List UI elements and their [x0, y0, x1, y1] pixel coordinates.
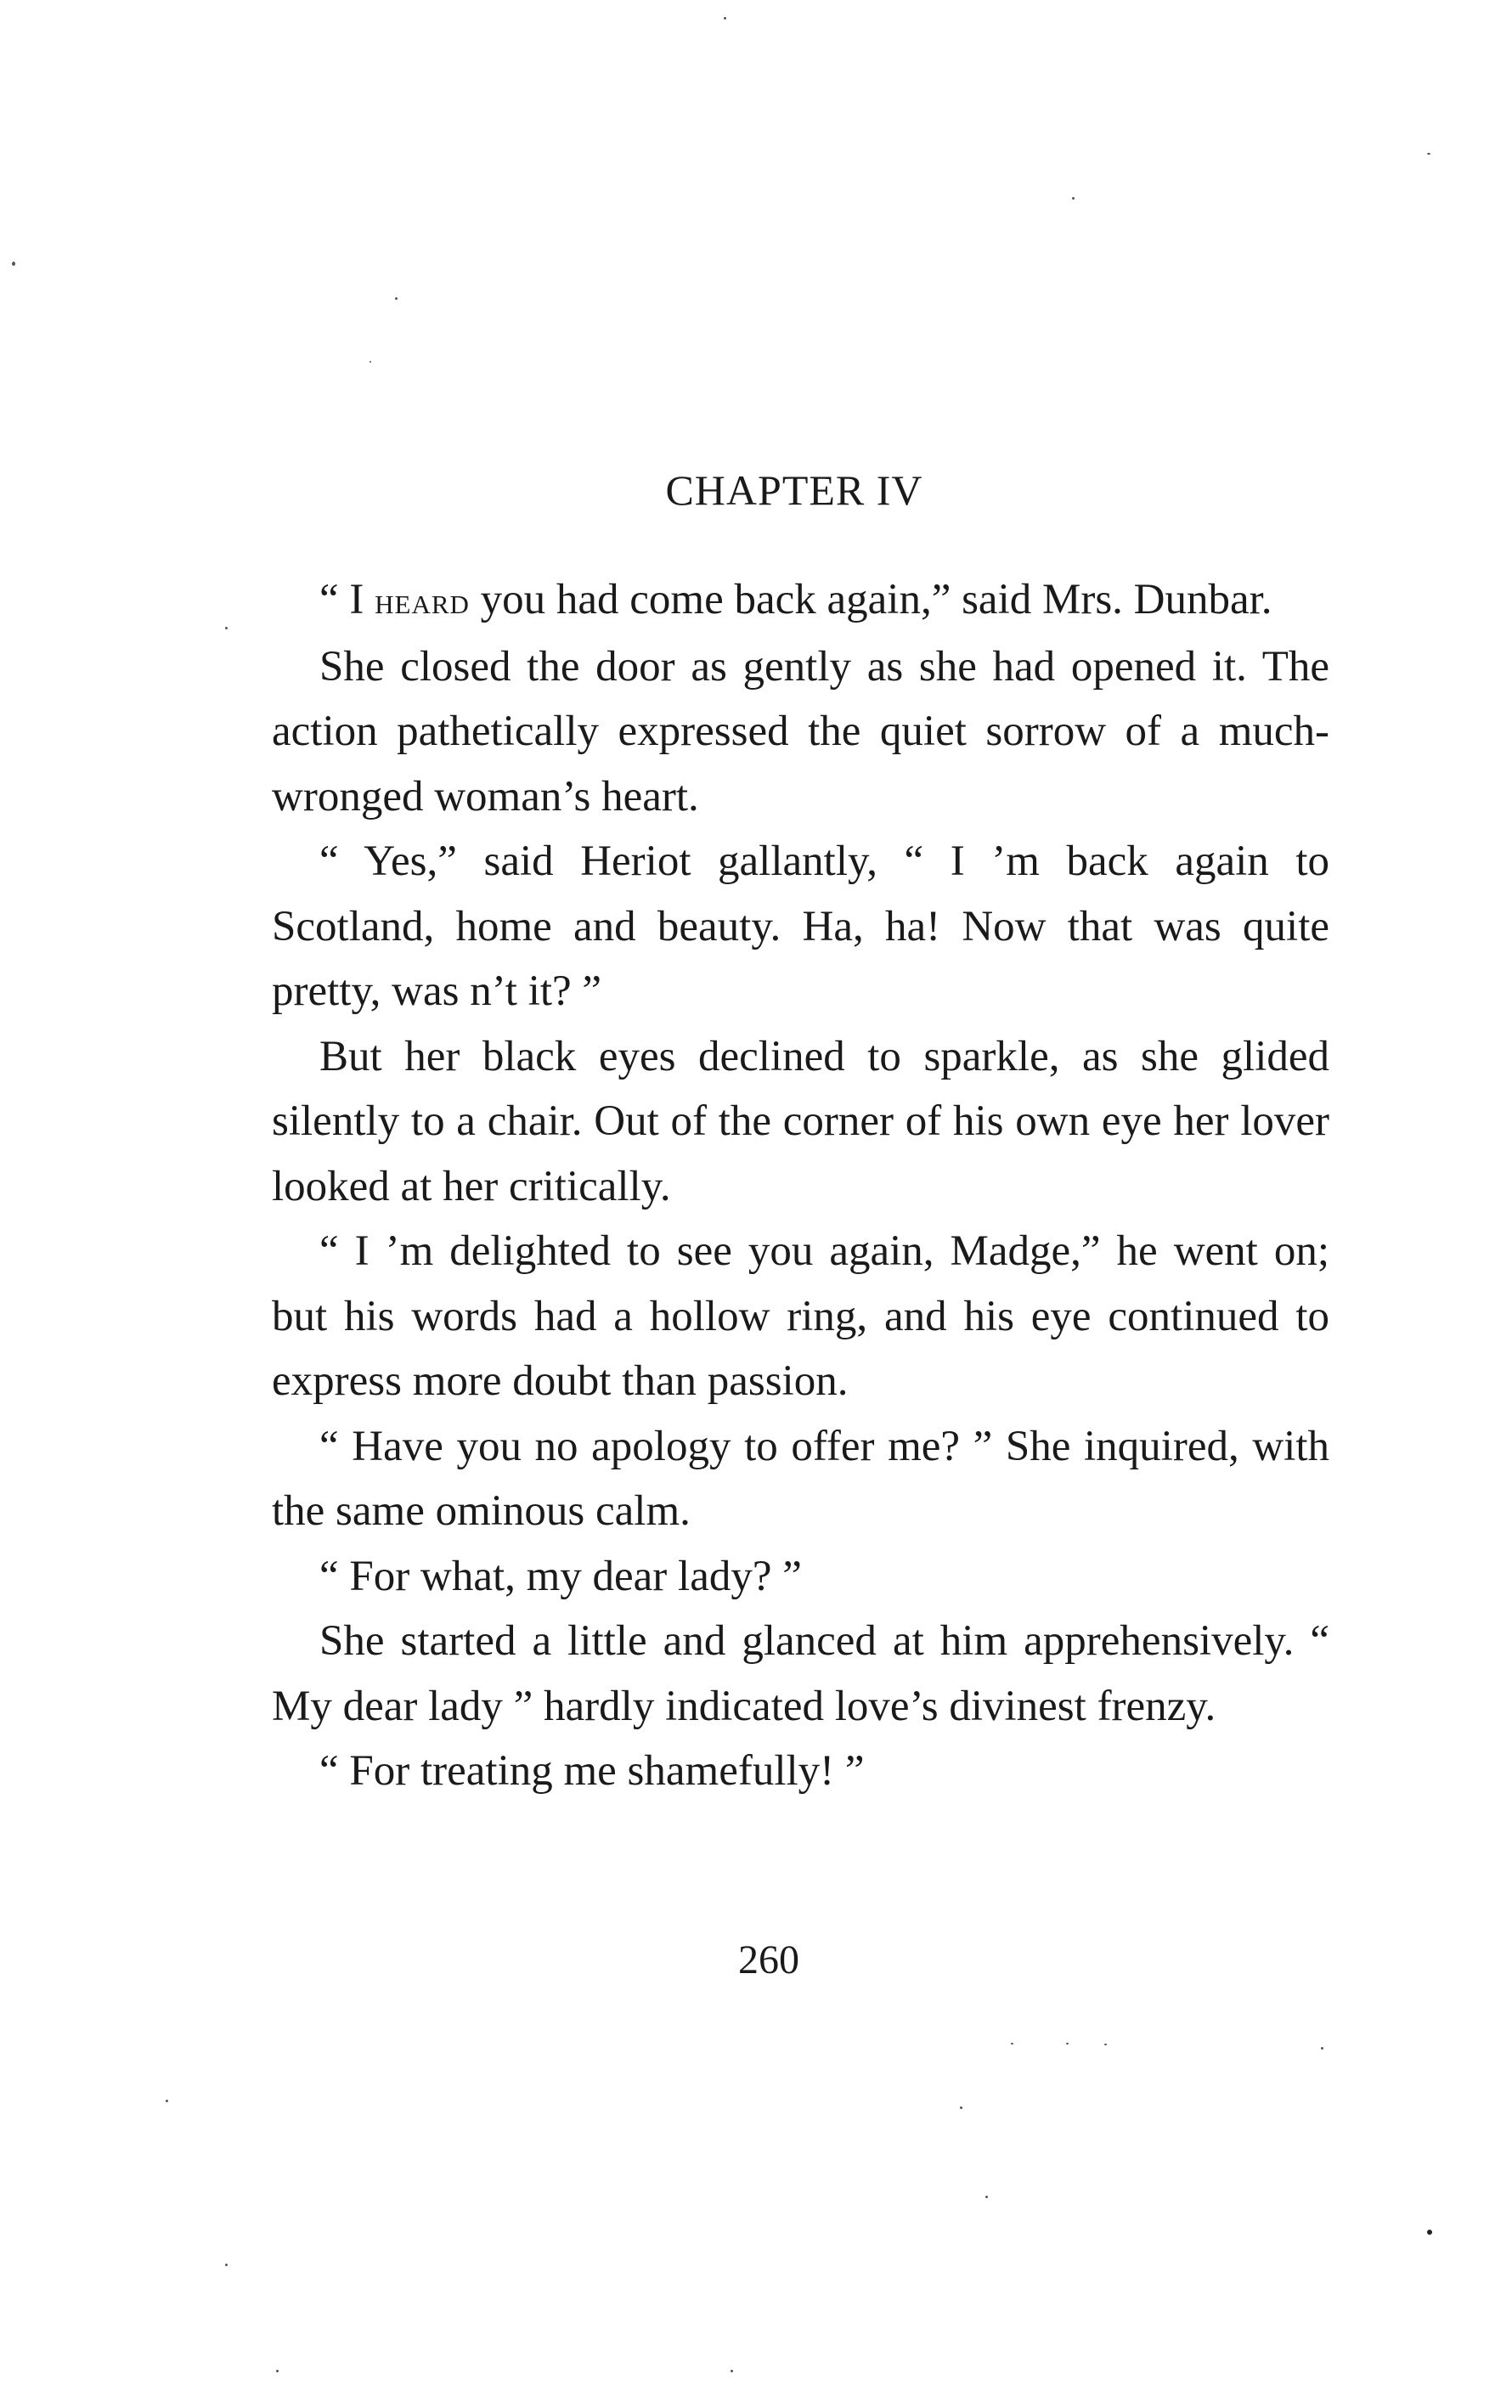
paragraph: “ For treating me shamefully! ” — [319, 1747, 865, 1795]
paragraph: She closed the door as gently as she had opened it. The action pathetically expressed the quiet sorrow of a much-wronged woman’s heart. — [272, 642, 1329, 821]
lead-word: heard — [375, 580, 470, 622]
scan-speck — [12, 262, 15, 266]
paragraph: “ For what, my dear lady? ” — [319, 1552, 802, 1600]
paragraph: “ I ’m delighted to see you again, Madge,” he went on; but his words had a hollow ring, and his eye continued to express more doubt than passion. — [272, 1227, 1329, 1405]
scan-speck — [395, 297, 398, 300]
scan-speck — [985, 2196, 988, 2198]
scan-speck — [1011, 2043, 1013, 2044]
scan-speck — [1321, 2047, 1323, 2050]
scan-speck — [1104, 2044, 1107, 2045]
scan-speck — [960, 2106, 962, 2109]
scan-speck — [731, 2370, 733, 2372]
scan-speck — [1427, 153, 1430, 155]
scan-speck — [225, 627, 228, 629]
paragraph: She started a little and glanced at him apprehensively. “ My dear lady ” hardly indicated love’s divinest frenzy. — [272, 1617, 1329, 1730]
paragraph-text: you had come back again,” said Mrs. Dunbar. — [469, 576, 1272, 623]
page-number: 260 — [738, 1937, 799, 1982]
paragraph: But her black eyes declined to sparkle, as she glided silently to a chair. Out of the corner of his own eye her lover looked at her critically. — [272, 1032, 1329, 1210]
scan-speck — [370, 361, 371, 363]
chapter-title: CHAPTER IV — [665, 466, 923, 514]
scan-speck — [724, 17, 726, 20]
scan-speck — [166, 2100, 168, 2102]
opening-quote: “ I — [319, 576, 375, 623]
paragraph: “ Yes,” said Heriot gallantly, “ I ’m back again to Scotland, home and beauty. Ha, ha! Now that was quite pretty, was n’t it? ” — [272, 837, 1329, 1015]
paragraph: “ Have you no apology to offer me? ” She inquired, with the same ominous calm. — [272, 1422, 1329, 1535]
scan-speck — [1427, 2230, 1432, 2235]
body-text — [272, 567, 1329, 1804]
scan-speck — [1066, 2043, 1069, 2044]
scan-speck — [1072, 197, 1075, 200]
scan-speck — [276, 2370, 279, 2372]
paragraph — [272, 567, 1329, 634]
scan-speck — [225, 2264, 228, 2266]
